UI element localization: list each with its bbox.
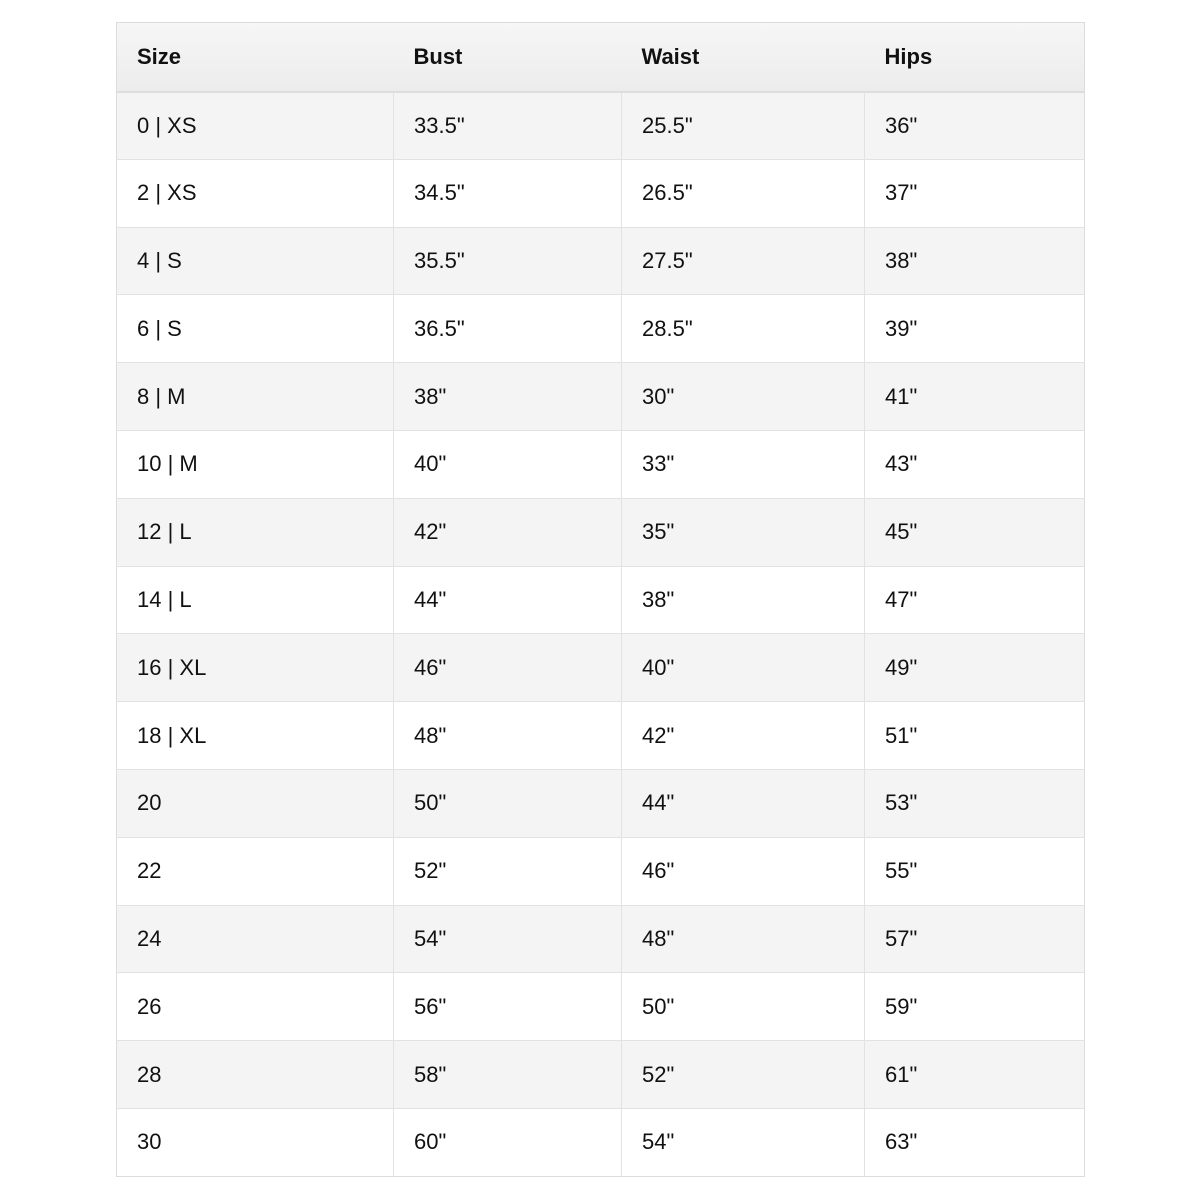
cell-size: 12 | L xyxy=(117,498,394,566)
cell-hips: 39" xyxy=(865,295,1085,363)
cell-hips: 51" xyxy=(865,702,1085,770)
table-row xyxy=(117,430,1085,498)
cell-size: 0 | XS xyxy=(117,92,394,160)
table-row xyxy=(117,702,1085,770)
cell-bust: 48" xyxy=(394,702,622,770)
cell-size: 6 | S xyxy=(117,295,394,363)
table-row xyxy=(117,1108,1085,1176)
cell-hips: 53" xyxy=(865,769,1085,837)
header-waist: Waist xyxy=(622,23,865,92)
cell-size: 26 xyxy=(117,973,394,1041)
table-row xyxy=(117,295,1085,363)
cell-hips: 57" xyxy=(865,905,1085,973)
cell-hips: 38" xyxy=(865,227,1085,295)
table-row xyxy=(117,566,1085,634)
cell-waist: 26.5" xyxy=(622,159,865,227)
table-row xyxy=(117,769,1085,837)
cell-hips: 41" xyxy=(865,363,1085,431)
cell-size: 4 | S xyxy=(117,227,394,295)
cell-waist: 46" xyxy=(622,837,865,905)
cell-hips: 49" xyxy=(865,634,1085,702)
cell-bust: 46" xyxy=(394,634,622,702)
cell-waist: 52" xyxy=(622,1041,865,1109)
table-row xyxy=(117,973,1085,1041)
cell-waist: 48" xyxy=(622,905,865,973)
table-row xyxy=(117,905,1085,973)
cell-hips: 61" xyxy=(865,1041,1085,1109)
table-row xyxy=(117,227,1085,295)
cell-bust: 44" xyxy=(394,566,622,634)
cell-size: 18 | XL xyxy=(117,702,394,770)
cell-bust: 56" xyxy=(394,973,622,1041)
cell-bust: 38" xyxy=(394,363,622,431)
cell-size: 30 xyxy=(117,1108,394,1176)
table-row xyxy=(117,498,1085,566)
cell-bust: 50" xyxy=(394,769,622,837)
cell-waist: 40" xyxy=(622,634,865,702)
cell-waist: 33" xyxy=(622,430,865,498)
cell-hips: 37" xyxy=(865,159,1085,227)
cell-bust: 40" xyxy=(394,430,622,498)
table-row xyxy=(117,92,1085,160)
table-row xyxy=(117,837,1085,905)
cell-hips: 59" xyxy=(865,973,1085,1041)
cell-size: 10 | M xyxy=(117,430,394,498)
header-size: Size xyxy=(117,23,394,92)
cell-bust: 33.5" xyxy=(394,92,622,160)
table-row xyxy=(117,1041,1085,1109)
cell-size: 22 xyxy=(117,837,394,905)
cell-hips: 47" xyxy=(865,566,1085,634)
cell-bust: 54" xyxy=(394,905,622,973)
header-hips: Hips xyxy=(865,23,1085,92)
cell-waist: 25.5" xyxy=(622,92,865,160)
cell-bust: 34.5" xyxy=(394,159,622,227)
cell-hips: 43" xyxy=(865,430,1085,498)
cell-hips: 45" xyxy=(865,498,1085,566)
cell-waist: 50" xyxy=(622,973,865,1041)
cell-bust: 36.5" xyxy=(394,295,622,363)
size-chart-table xyxy=(116,22,1085,1177)
cell-bust: 60" xyxy=(394,1108,622,1176)
cell-waist: 35" xyxy=(622,498,865,566)
cell-size: 20 xyxy=(117,769,394,837)
cell-size: 24 xyxy=(117,905,394,973)
cell-waist: 27.5" xyxy=(622,227,865,295)
table-body xyxy=(117,92,1085,1177)
cell-hips: 36" xyxy=(865,92,1085,160)
cell-bust: 52" xyxy=(394,837,622,905)
cell-waist: 30" xyxy=(622,363,865,431)
table-header xyxy=(117,23,1085,92)
cell-size: 16 | XL xyxy=(117,634,394,702)
cell-size: 14 | L xyxy=(117,566,394,634)
header-bust: Bust xyxy=(394,23,622,92)
header-row xyxy=(117,23,1085,92)
cell-bust: 58" xyxy=(394,1041,622,1109)
table-row xyxy=(117,634,1085,702)
cell-hips: 63" xyxy=(865,1108,1085,1176)
cell-waist: 38" xyxy=(622,566,865,634)
cell-size: 8 | M xyxy=(117,363,394,431)
table-row xyxy=(117,159,1085,227)
cell-waist: 28.5" xyxy=(622,295,865,363)
cell-size: 2 | XS xyxy=(117,159,394,227)
cell-waist: 42" xyxy=(622,702,865,770)
cell-waist: 54" xyxy=(622,1108,865,1176)
cell-waist: 44" xyxy=(622,769,865,837)
cell-bust: 42" xyxy=(394,498,622,566)
cell-hips: 55" xyxy=(865,837,1085,905)
table-row xyxy=(117,363,1085,431)
cell-bust: 35.5" xyxy=(394,227,622,295)
cell-size: 28 xyxy=(117,1041,394,1109)
